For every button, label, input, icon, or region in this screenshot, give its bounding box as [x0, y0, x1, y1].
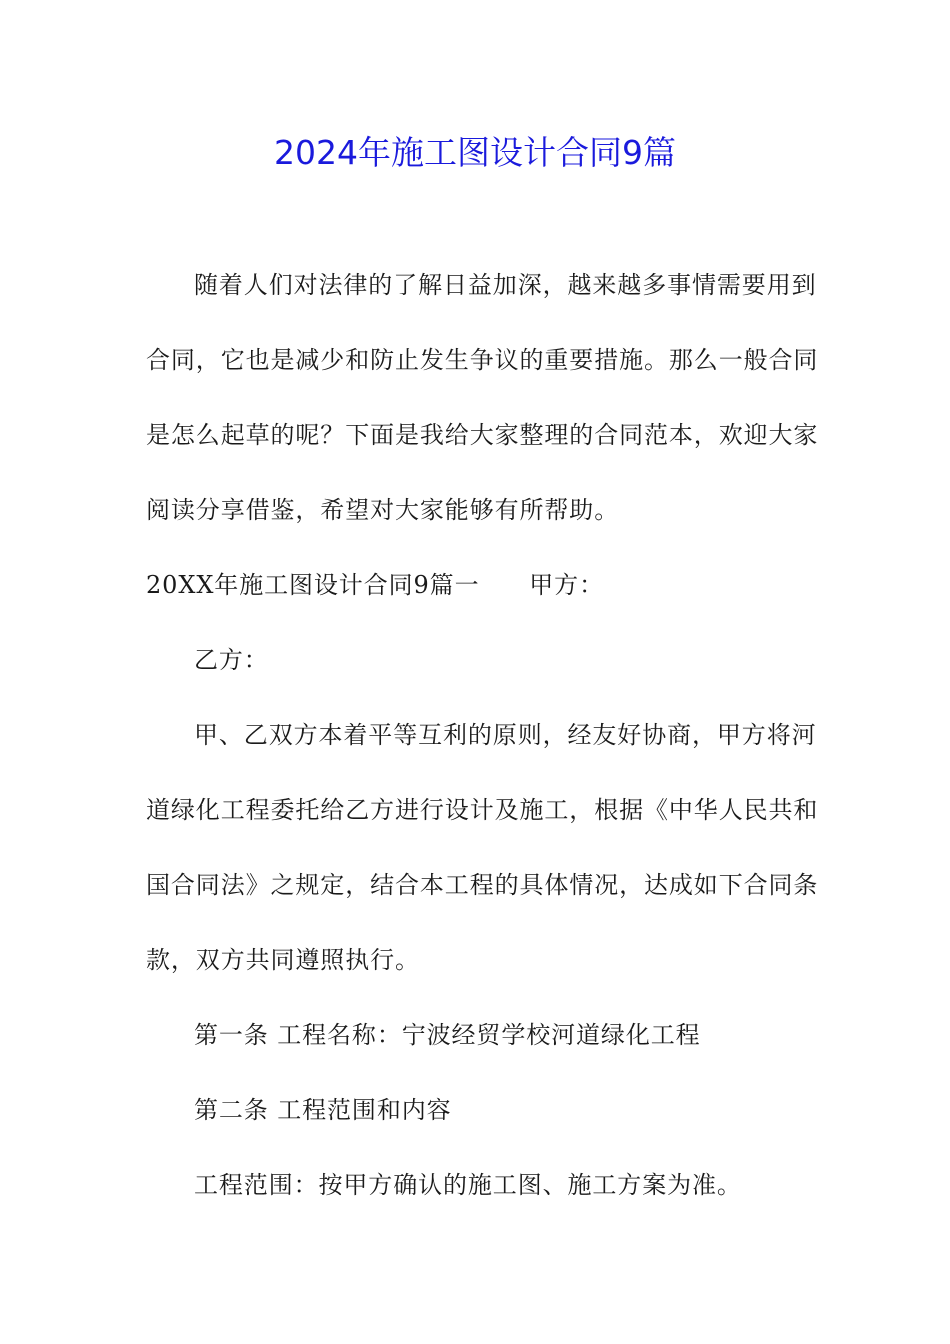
- paragraph-line: 甲、乙双方本着平等互利的原则，经友好协商，甲方将河: [194, 721, 817, 749]
- paragraph-line: 随着人们对法律的了解日益加深，越来越多事情需要用到: [194, 271, 817, 299]
- paragraph-line: 合同，它也是减少和防止发生争议的重要措施。那么一般合同: [146, 346, 819, 374]
- paragraph-line: 阅读分享借鉴，希望对大家能够有所帮助。: [146, 496, 620, 524]
- party-b-line: 乙方：: [194, 646, 269, 674]
- document-title: 2024年施工图设计合同9篇: [274, 133, 676, 172]
- article-two-line: 第二条 工程范围和内容: [194, 1096, 452, 1124]
- paragraph-line: 道绿化工程委托给乙方进行设计及施工，根据《中华人民共和: [146, 796, 819, 824]
- scope-line: 工程范围：按甲方确认的施工图、施工方案为准。: [194, 1171, 742, 1199]
- paragraph-line: 款，双方共同遵照执行。: [146, 946, 420, 974]
- paragraph-line: 是怎么起草的呢？下面是我给大家整理的合同范本，欢迎大家: [146, 421, 819, 449]
- section-heading-line: 20XX年施工图设计合同9篇一 甲方：: [146, 571, 604, 599]
- paragraph-line: 国合同法》之规定，结合本工程的具体情况，达成如下合同条: [146, 871, 819, 899]
- article-one-line: 第一条 工程名称：宁波经贸学校河道绿化工程: [194, 1021, 701, 1049]
